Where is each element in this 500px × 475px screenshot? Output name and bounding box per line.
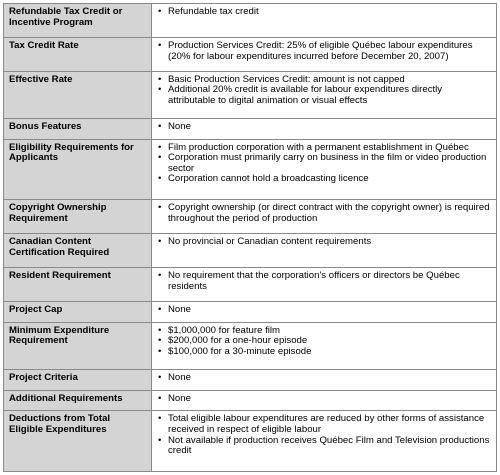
table-row	[4, 390, 497, 411]
row-label: Refundable Tax Credit or Incentive Program	[4, 4, 152, 38]
bullet-list	[157, 414, 491, 456]
table-row	[4, 71, 497, 118]
table-row	[4, 370, 497, 391]
row-value	[152, 139, 497, 199]
row-value	[152, 234, 497, 268]
table-row	[4, 37, 497, 71]
table-row	[4, 234, 497, 268]
bullet-list	[157, 75, 491, 107]
bullet-item: • Refundable tax credit	[157, 7, 491, 18]
table-row	[4, 322, 497, 369]
row-value	[152, 411, 497, 472]
bullet-item: • $200,000 for a one-hour episode	[157, 336, 491, 347]
row-value	[152, 71, 497, 118]
row-value	[152, 200, 497, 234]
row-value	[152, 37, 497, 71]
row-value	[152, 268, 497, 302]
bullet-item: • Total eligible labour expenditures are reduced by other forms of assistance received in respect of eligible labour	[157, 414, 491, 435]
table-row	[4, 411, 497, 472]
bullet-item: • Corporation must primarily carry on business in the film or video production sector	[157, 153, 491, 174]
bullet-item: • Not available if production receives Québec Film and Television productions credit	[157, 436, 491, 457]
table-row	[4, 4, 497, 38]
bullet-item: • Additional 20% credit is available for labour expenditures directly attributable to digital animation or visual effects	[157, 85, 491, 106]
row-value	[152, 119, 497, 140]
bullet-list	[157, 122, 491, 133]
table-row	[4, 139, 497, 199]
bullet-list	[157, 237, 491, 248]
bullet-item: • Basic Production Services Credit: amount is not capped	[157, 75, 491, 86]
bullet-item: • No requirement that the corporation's officers or directors be Québec residents	[157, 271, 491, 292]
row-value	[152, 390, 497, 411]
bullet-item: • No provincial or Canadian content requirements	[157, 237, 491, 248]
tax-credit-table	[3, 3, 497, 472]
bullet-item: • $100,000 for a 30-minute episode	[157, 347, 491, 358]
row-label: Bonus Features	[4, 119, 152, 140]
bullet-item: • Production Services Credit: 25% of eligible Québec labour expenditures (20% for labour expenditures incurred before December 20, 2007)	[157, 41, 491, 62]
bullet-item: • Film production corporation with a permanent establishment in Québec	[157, 143, 491, 154]
row-label: Copyright Ownership Requirement	[4, 200, 152, 234]
row-label: Project Criteria	[4, 370, 152, 391]
bullet-list	[157, 326, 491, 358]
tax-credit-table-container	[3, 3, 497, 472]
row-label: Eligibility Requirements for Applicants	[4, 139, 152, 199]
row-value	[152, 302, 497, 323]
row-label: Project Cap	[4, 302, 152, 323]
bullet-list	[157, 373, 491, 384]
bullet-item: • $1,000,000 for feature film	[157, 326, 491, 337]
row-label: Effective Rate	[4, 71, 152, 118]
bullet-list	[157, 271, 491, 292]
table-row	[4, 200, 497, 234]
bullet-item: • None	[157, 394, 491, 405]
bullet-item: • Copyright ownership (or direct contract with the copyright owner) is required throughout the period of production	[157, 203, 491, 224]
table-row	[4, 119, 497, 140]
row-label: Deductions from Total Eligible Expenditures	[4, 411, 152, 472]
table-body	[4, 4, 497, 472]
row-value	[152, 322, 497, 369]
row-value	[152, 4, 497, 38]
row-value	[152, 370, 497, 391]
bullet-list	[157, 394, 491, 405]
bullet-item: • None	[157, 122, 491, 133]
bullet-list	[157, 305, 491, 316]
row-label: Tax Credit Rate	[4, 37, 152, 71]
bullet-item: • None	[157, 305, 491, 316]
table-row	[4, 302, 497, 323]
row-label: Resident Requirement	[4, 268, 152, 302]
bullet-item: • None	[157, 373, 491, 384]
row-label: Canadian Content Certification Required	[4, 234, 152, 268]
table-row	[4, 268, 497, 302]
bullet-list	[157, 7, 491, 18]
bullet-list	[157, 41, 491, 62]
row-label: Minimum Expenditure Requirement	[4, 322, 152, 369]
bullet-list	[157, 203, 491, 224]
bullet-list	[157, 143, 491, 185]
bullet-item: • Corporation cannot hold a broadcasting licence	[157, 174, 491, 185]
row-label: Additional Requirements	[4, 390, 152, 411]
